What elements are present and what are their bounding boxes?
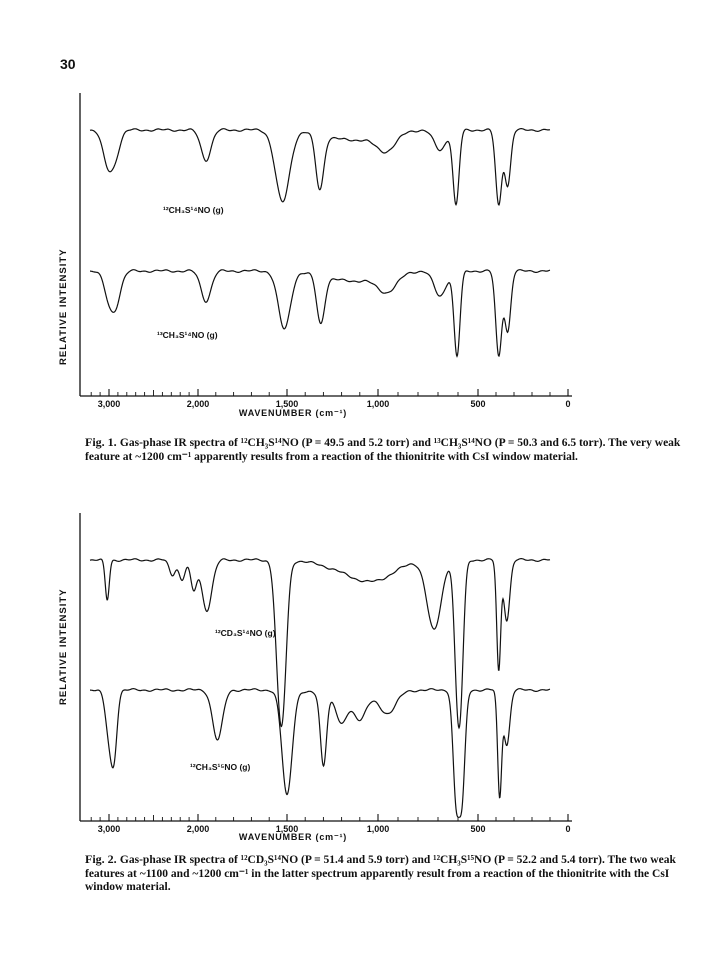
figure-1-plot xyxy=(50,85,610,415)
x-tick-label: 3,000 xyxy=(97,399,121,409)
spectrum-trace xyxy=(90,129,550,205)
caption-text: Gas-phase IR spectra of ¹²CD₃S¹⁴NO (P = 51.4 and 5.9 torr) and ¹²CH₃S¹⁵NO (P = 52.2 and 5.4 torr). The two weak features at ~1100 and ~1200 cm⁻¹ in the latter spectrum apparently result from a reaction of the thionitrite with the CsI window material. xyxy=(85,854,676,893)
spectrum-trace xyxy=(90,270,550,357)
x-tick-label: 500 xyxy=(470,399,486,409)
caption-tag: Fig. 1. xyxy=(85,435,117,449)
y-axis-label: RELATIVE INTENSITY xyxy=(58,248,69,365)
page-number: 30 xyxy=(60,56,76,72)
x-tick-label: 0 xyxy=(565,399,571,409)
x-tick-label: 1,500 xyxy=(275,399,299,409)
figure-1 xyxy=(50,85,610,418)
spectrum-trace xyxy=(90,689,550,818)
x-tick-label: 1,000 xyxy=(366,824,390,834)
x-axis-label: WAVENUMBER (cm⁻¹) xyxy=(238,832,348,842)
caption-text: Gas-phase IR spectra of ¹²CH₃S¹⁴NO (P = 49.5 and 5.2 torr) and ¹³CH₃S¹⁴NO (P = 50.3 and 6.5 torr). The very weak feature at ~1200 cm⁻¹ apparently results from a reaction of the thionitrite with CsI window material. xyxy=(85,437,681,463)
spectrum-trace xyxy=(90,559,550,728)
x-tick-label: 3,000 xyxy=(97,824,121,834)
x-tick-label: 2,000 xyxy=(186,824,210,834)
x-tick-label: 1,000 xyxy=(366,399,390,409)
x-axis-label: WAVENUMBER (cm⁻¹) xyxy=(238,408,348,418)
x-tick-label: 1,500 xyxy=(275,824,299,834)
figure-1-caption xyxy=(85,436,685,464)
trace-label-bottom: ¹²CH₃S¹⁵NO (g) xyxy=(190,762,251,772)
x-tick-label: 500 xyxy=(470,824,486,834)
x-tick-label: 2,000 xyxy=(186,399,210,409)
x-tick-label: 0 xyxy=(565,824,571,834)
figure-2 xyxy=(50,510,610,840)
trace-label-top: ¹²CH₃S¹⁴NO (g) xyxy=(163,205,224,215)
trace-label-bottom: ¹³CH₃S¹⁴NO (g) xyxy=(157,330,218,340)
caption-tag: Fig. 2. xyxy=(85,852,117,866)
figure-2-plot xyxy=(50,510,610,840)
trace-label-top: ¹²CD₃S¹⁴NO (g) xyxy=(215,628,276,638)
y-axis-label: RELATIVE INTENSITY xyxy=(58,588,69,705)
figure-2-caption xyxy=(85,853,685,895)
